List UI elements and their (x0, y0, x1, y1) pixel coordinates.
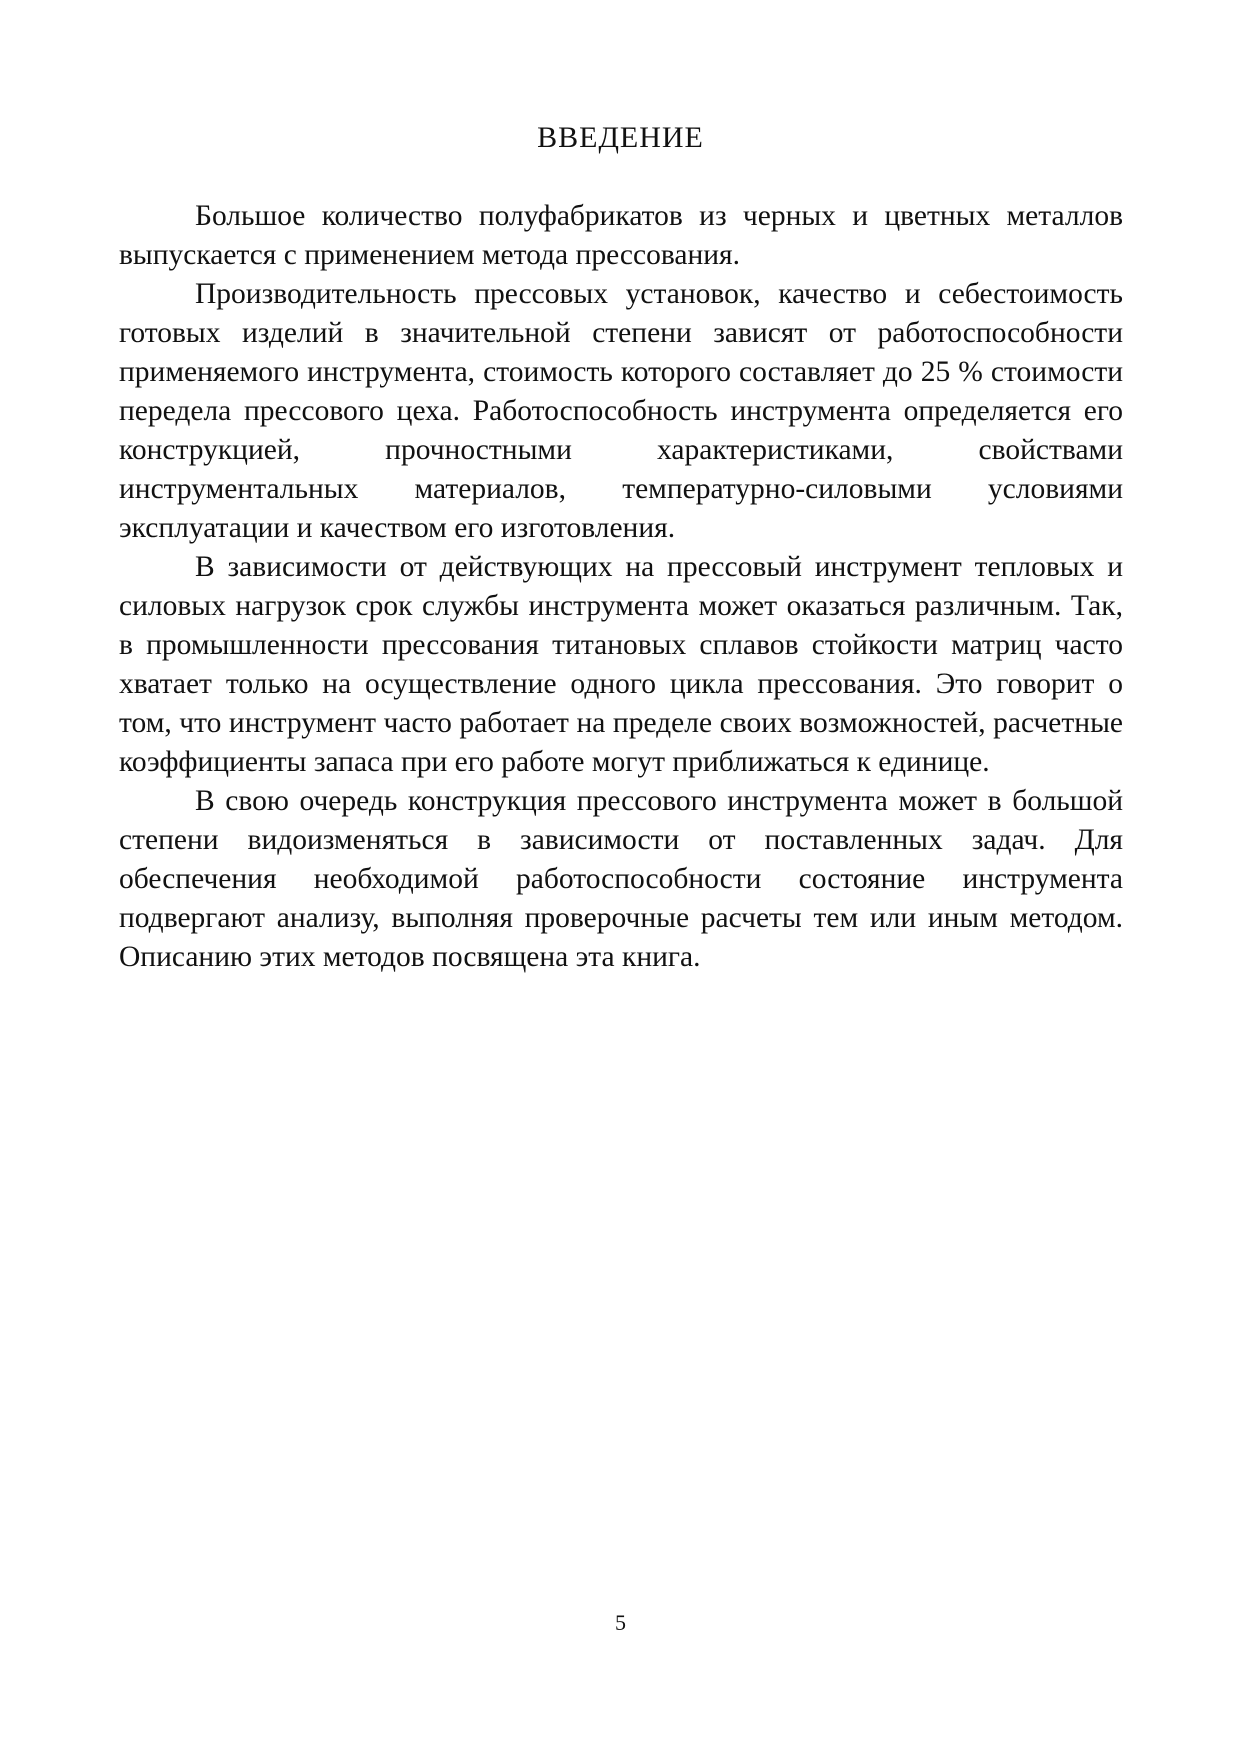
page-number: 5 (615, 1610, 626, 1635)
body-text (119, 197, 1123, 977)
paragraph: В зависимости от действующих на прессовый инструмент тепловых и силовых нагрузок срок службы инструмента может оказаться различным. Так, в промышленности прессования титановых сплавов стойкости матриц часто хватает только на осуществление одного цикла прессования. Это говорит о том, что инструмент часто работает на пределе своих возможностей, расчетные коэффициенты запаса при его работе могут приближаться к единице. (119, 551, 1123, 778)
paragraph: В свою очередь конструкция прессового инструмента может в большой степени видоизменяться в зависимости от поставленных задач. Для обеспечения необходимой работоспособности состояние инструмента подвергают анализу, выполняя проверочные расчеты тем или иным методом. Описанию этих методов посвящена эта книга. (119, 785, 1123, 973)
paragraph: Производительность прессовых установок, качество и себестоимость готовых изделий в значительной степени зависят от работоспособности применяемого инструмента, стоимость которого составляет до 25 % стоимости передела прессового цеха. Работоспособность инструмента определяется его конструкцией, прочностными характеристиками, свойствами инструментальных материалов, температурно-силовыми условиями эксплуатации и качеством его изготовления. (119, 278, 1123, 544)
page-title: ВВЕДЕНИЕ (537, 121, 704, 154)
paragraph: Большое количество полуфабрикатов из черных и цветных металлов выпускается с применением метода прессования. (119, 200, 1123, 271)
